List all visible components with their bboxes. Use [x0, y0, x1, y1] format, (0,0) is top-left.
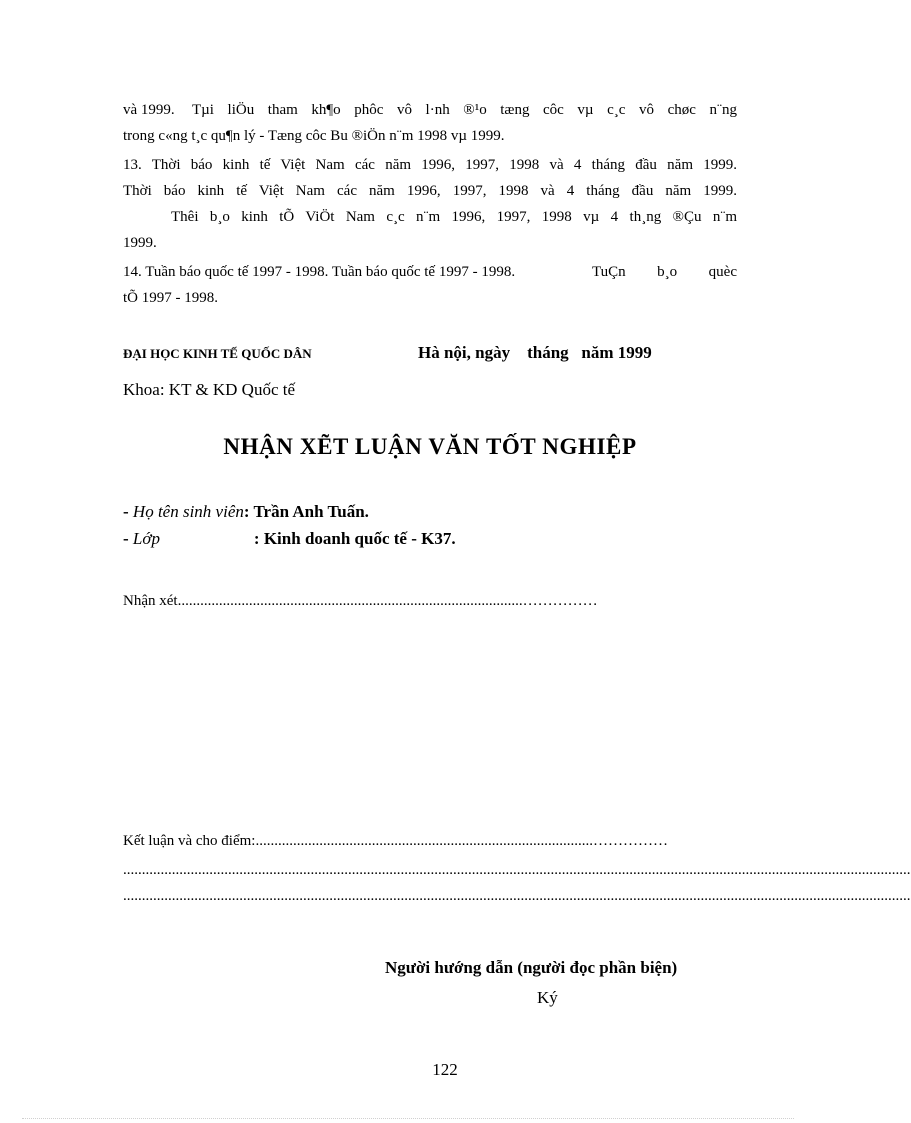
date-line: Hà nội, ngày tháng năm 1999	[418, 343, 652, 362]
ref-13-line-3: Thêi b¸o kinh tÕ ViÖt Nam c¸c n¨m 1996, 1997, 1998 vµ 4 th¸ng ®Çu n¨m	[171, 209, 737, 225]
ref-line-1	[123, 97, 737, 123]
ref-13-line-2: Thời báo kinh tế Việt Nam các năm 1996, 1997, 1998 và 4 tháng đầu năm 1999.	[123, 183, 737, 199]
student-dash: -	[123, 502, 133, 521]
ref-13-line-4: 1999.	[123, 235, 157, 251]
reviewer-title: Người hướng dẫn (người đọc phần biện)	[385, 958, 678, 977]
ref-line-2: trong c«ng t¸c qu¶n lý - Tæng côc Bu ®iÖn n¨m 1998 vµ 1999.	[123, 128, 505, 144]
university-name: ĐẠI HỌC KINH TẾ QUỐC DÂN	[123, 346, 312, 361]
conclusion-row	[123, 833, 719, 850]
ref-line-1-left: và 1999.	[123, 102, 175, 118]
ref-line-1-right: Tµi liÖu tham kh¶o phôc vô l·nh ®¹o tæng côc vµ c¸c vô chøc n¨ng	[192, 102, 737, 118]
comment-label: Nhận xét	[123, 593, 178, 609]
comment-row	[123, 593, 603, 610]
conclusion-label: Kết luận và cho điểm:	[123, 833, 256, 849]
page-bottom-border	[22, 1118, 794, 1119]
ref-14-line-1	[123, 259, 737, 285]
class-label: Lớp	[132, 529, 160, 548]
ref-13-line-1: 13. Thời báo kinh tế Việt Nam các năm 1996, 1997, 1998 và 4 tháng đầu năm 1999.	[123, 157, 737, 173]
class-row	[123, 529, 456, 549]
student-name-value: : Trần Anh Tuấn.	[243, 502, 369, 521]
student-name-label: Họ tên sinh viên	[132, 502, 244, 521]
ref-14-line-1-tail: TuÇn b¸o quèc	[592, 264, 737, 280]
class-value: : Kinh doanh quốc tế - K37.	[253, 529, 456, 548]
ref-14-line-2: tÕ 1997 - 1998.	[123, 290, 218, 306]
page-number: 122	[432, 1060, 458, 1079]
class-dash: -	[123, 529, 133, 548]
dotted-line-1: ..................................................................................................................................................................................................................	[123, 862, 911, 878]
dotted-line-2: ..................................................................................................................................................................................................................	[123, 888, 911, 904]
comment-dots: ............................................................................................……………	[177, 593, 598, 609]
faculty-name: Khoa: KT & KD Quốc tế	[123, 380, 296, 399]
conclusion-dots: ..........................................................................................……………	[255, 833, 668, 849]
ref-14-line-1-text: 14. Tuần báo quốc tế 1997 - 1998. Tuần báo quốc tế 1997 - 1998.	[123, 264, 516, 280]
student-name-row	[123, 502, 369, 522]
sign-label: Ký	[537, 988, 558, 1007]
page-title: NHẬN XẼT LUẬN VĂN TỐT NGHIỆP	[223, 434, 637, 459]
